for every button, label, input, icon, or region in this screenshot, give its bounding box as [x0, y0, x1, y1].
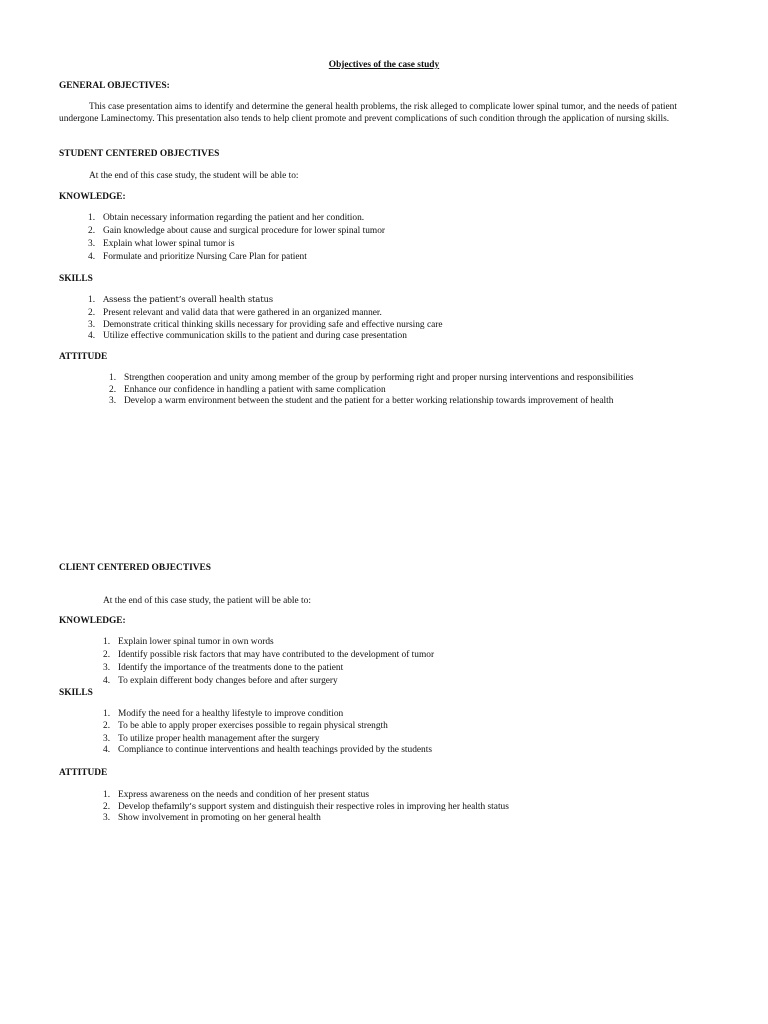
list-item-text: Show involvement in promoting on her general health: [118, 813, 321, 824]
student-intro: At the end of this case study, the student will be able to:: [89, 171, 299, 181]
client-centered-heading: CLIENT CENTERED OBJECTIVES: [59, 563, 211, 573]
client-attitude-heading: ATTITUDE: [59, 768, 108, 778]
client-skills-heading: SKILLS: [59, 688, 93, 698]
student-centered-heading: STUDENT CENTERED OBJECTIVES: [59, 149, 220, 159]
list-item-text: Explain what lower spinal tumor is: [103, 238, 235, 249]
list-item-text: To utilize proper health management after the surgery: [118, 733, 320, 744]
list-number: 1.: [103, 637, 111, 647]
list-item-text: Enhance our confidence in handling a patient with same complication: [124, 384, 386, 395]
list-number: 3.: [88, 238, 96, 249]
list-number: 4.: [103, 744, 111, 755]
list-item-text: Present relevant and valid data that were gathered in an organized manner.: [103, 307, 382, 318]
list-item-text: Express awareness on the needs and condition of her present status: [118, 790, 369, 800]
list-item-text: Demonstrate critical thinking skills necessary for providing safe and effective nursing care: [103, 319, 443, 330]
list-number: 3.: [109, 396, 117, 406]
student-knowledge-heading: KNOWLEDGE:: [59, 192, 126, 202]
list-number: 3.: [103, 662, 111, 673]
general-objectives-heading: GENERAL OBJECTIVES:: [59, 81, 170, 91]
list-item-text-part: support system and distinguish their respective roles in improving her health status: [195, 801, 509, 812]
list-item-text: To explain different body changes before and after surgery: [118, 675, 338, 686]
general-objectives-paragraph: This case presentation aims to identify and determine the general health problems, the risk alleged to complicate lower spinal tumor, and the needs of patient undergone Laminectomy. This presentation also tends to help client promote and prevent complications of such condition through the application of nursing skills.: [59, 102, 677, 125]
list-item-text: To be able to apply proper exercises possible to regain physical strength: [118, 721, 388, 731]
list-item-text: Gain knowledge about cause and surgical procedure for lower spinal tumor: [103, 225, 386, 236]
list-number: 2.: [88, 307, 96, 318]
list-number: 1.: [103, 709, 111, 719]
list-item-text: Obtain necessary information regarding the patient and her condition.: [103, 213, 365, 223]
list-number: 2.: [103, 649, 111, 660]
list-number: 3.: [88, 319, 96, 330]
document-title: Objectives of the case study: [328, 60, 440, 70]
list-number: 1.: [88, 213, 96, 223]
list-item-text: [118, 801, 509, 813]
list-item-text: Identify possible risk factors that may have contributed to the development of tumor: [118, 649, 435, 660]
list-number: 4.: [103, 675, 111, 686]
list-number: 3.: [103, 733, 111, 744]
list-item-text: Utilize effective communication skills to the patient and during case presentation: [103, 331, 407, 342]
list-number: 4.: [88, 251, 96, 262]
list-item-text-part: family’s: [163, 801, 196, 812]
client-intro: At the end of this case study, the patient will be able to:: [103, 596, 311, 606]
list-item-text: Strengthen cooperation and unity among member of the group by performing right and proper nursing interventions and responsibilities: [124, 373, 634, 383]
list-number: 4.: [88, 331, 96, 342]
list-item-text: Identify the importance of the treatments done to the patient: [118, 662, 344, 673]
list-number: 2.: [103, 721, 111, 731]
list-number: 2.: [109, 384, 117, 395]
list-item-text: Formulate and prioritize Nursing Care Plan for patient: [103, 251, 307, 262]
student-skills-heading: SKILLS: [59, 274, 93, 284]
list-number: 1.: [103, 790, 111, 800]
list-item-text: Compliance to continue interventions and health teachings provided by the students: [118, 744, 432, 755]
list-number: 1.: [88, 295, 96, 305]
client-knowledge-heading: KNOWLEDGE:: [59, 616, 126, 626]
list-number: 2.: [103, 801, 111, 812]
list-item-text: Explain lower spinal tumor in own words: [118, 637, 274, 647]
list-item-text: Assess the patient’s overall health status: [103, 295, 274, 305]
student-attitude-heading: ATTITUDE: [59, 352, 108, 362]
list-item-text: Develop a warm environment between the student and the patient for a better working relationship towards improvement of health: [124, 396, 614, 406]
list-number: 1.: [109, 373, 117, 383]
list-number: 2.: [88, 225, 96, 236]
list-item-text-part: Develop the: [118, 801, 164, 812]
list-item-text: Modify the need for a healthy lifestyle to improve condition: [118, 709, 344, 719]
list-number: 3.: [103, 813, 111, 824]
